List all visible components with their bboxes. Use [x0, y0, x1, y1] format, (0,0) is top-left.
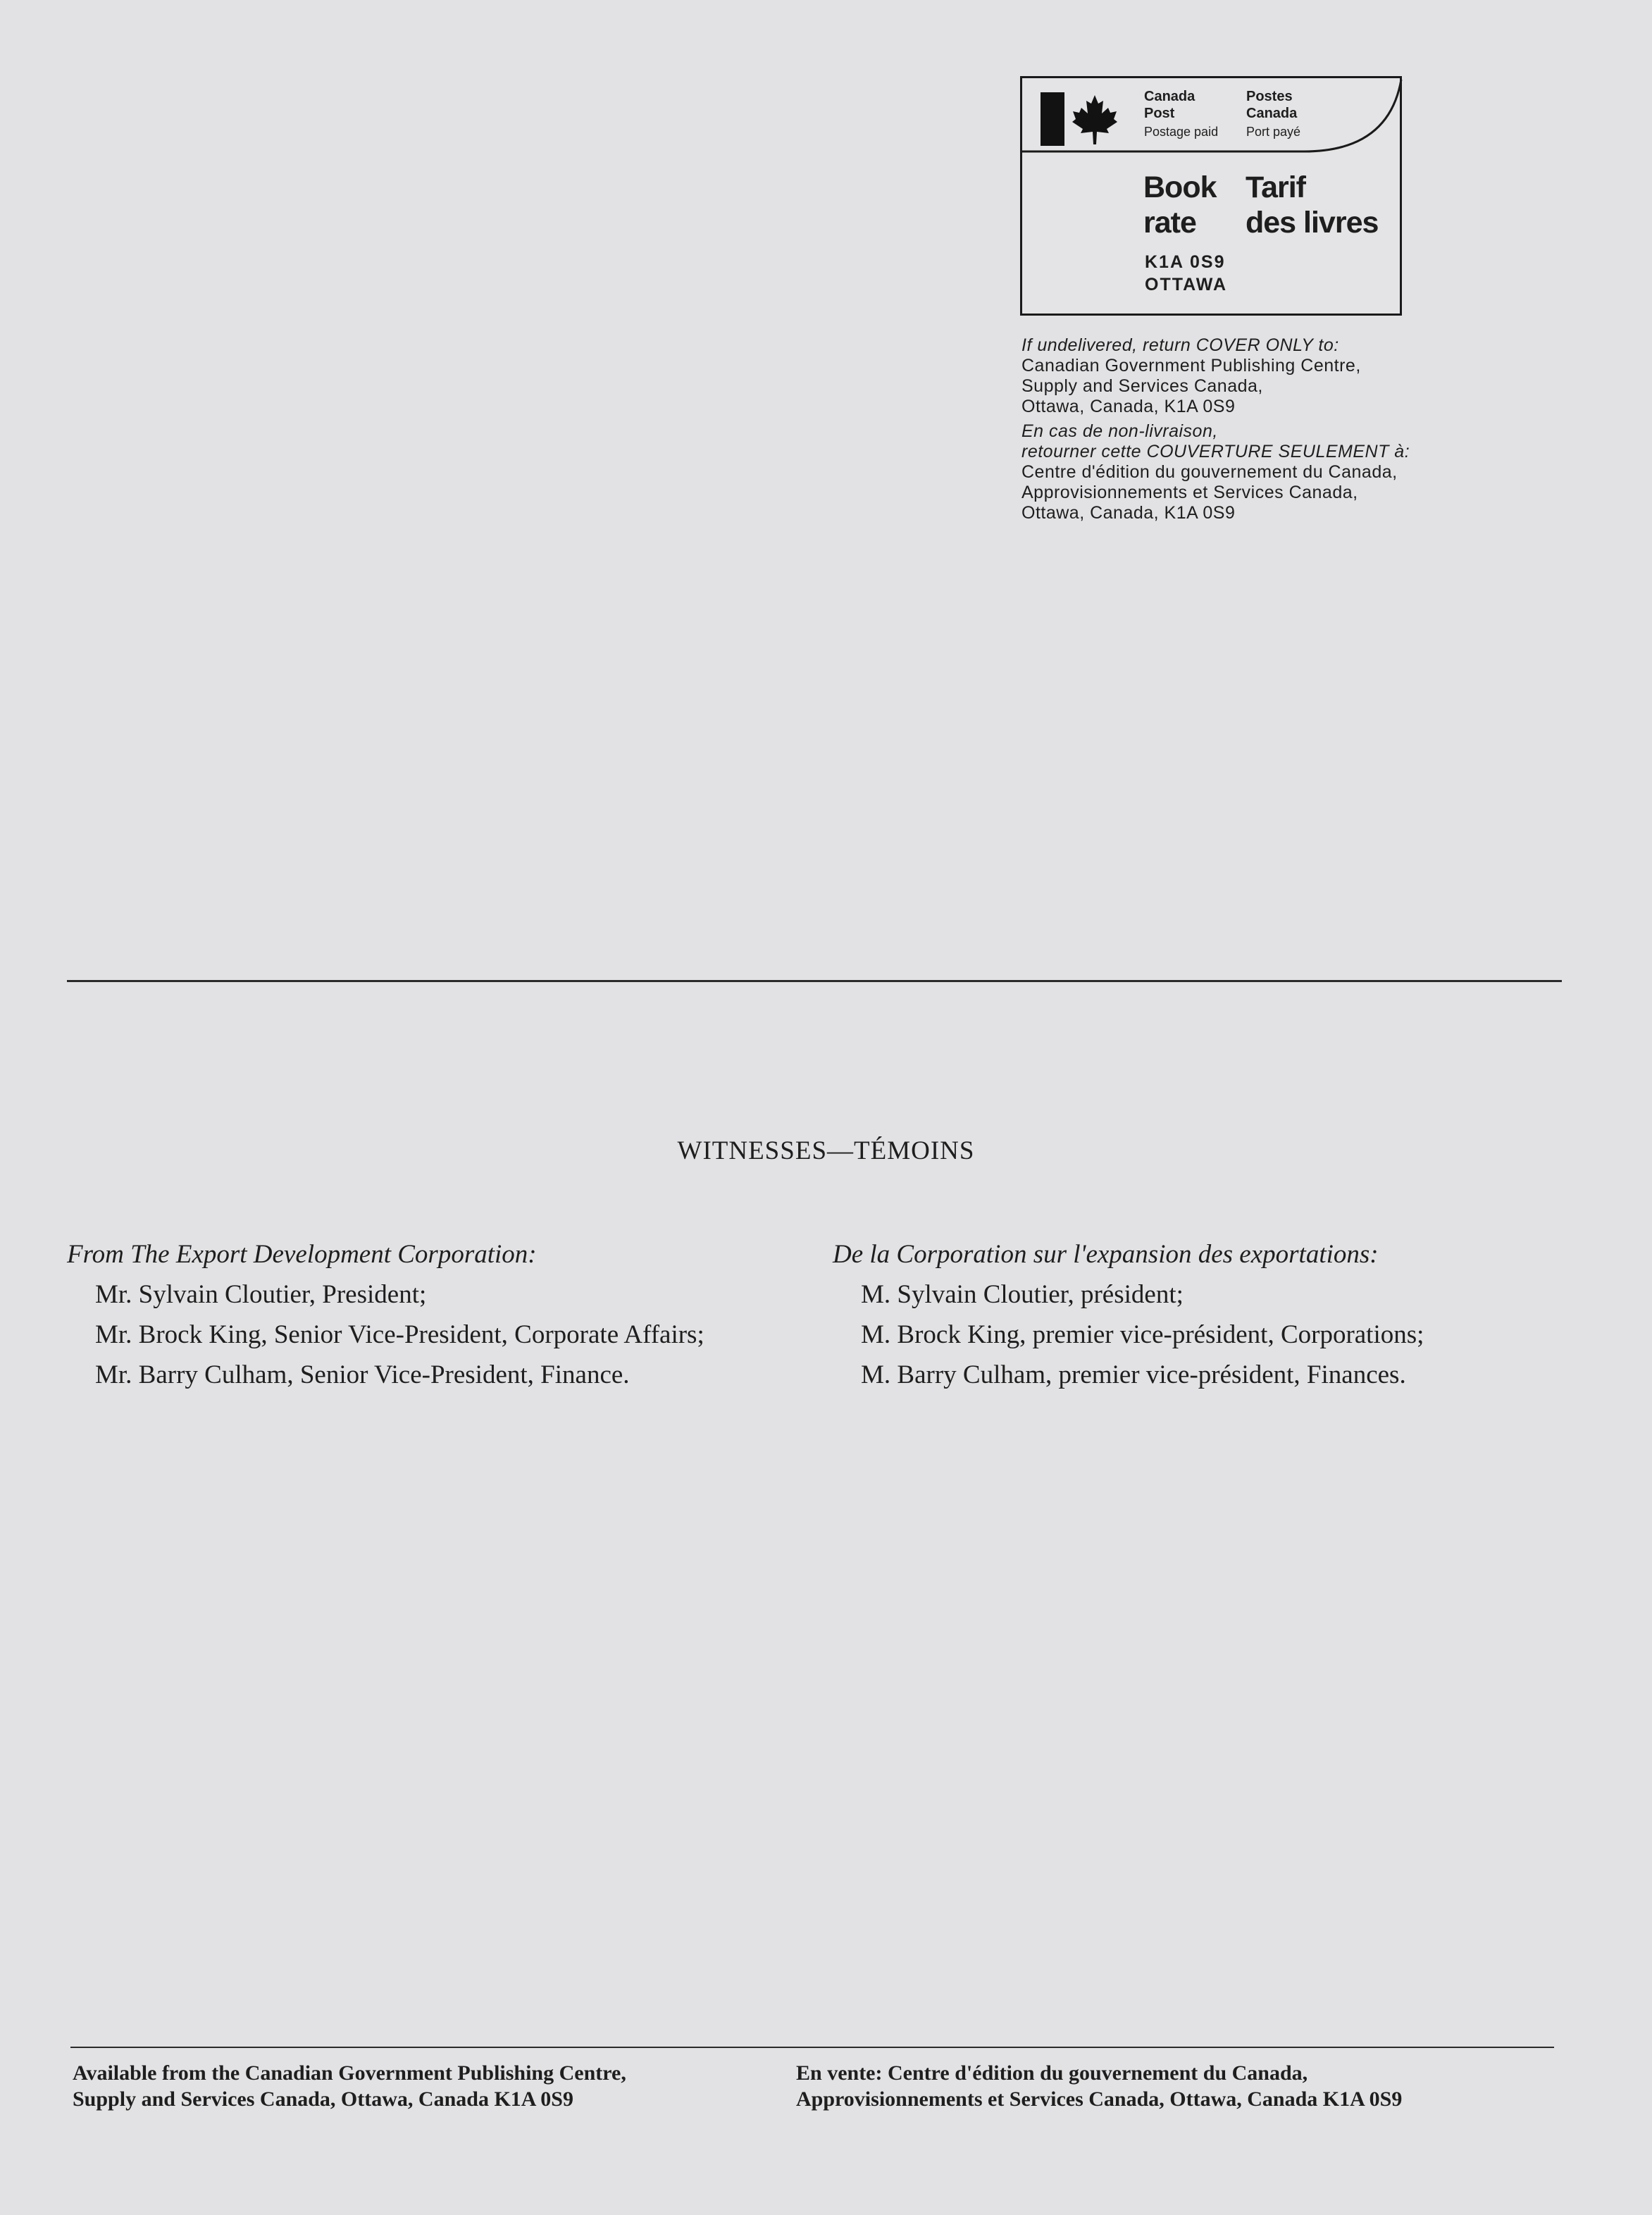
- post-en-line: Post: [1144, 106, 1175, 121]
- witnesses-title: WITNESSES—TÉMOINS: [677, 1136, 975, 1165]
- port-paye-label: Port payé: [1246, 125, 1301, 139]
- return-fr-intro: En cas de non-livraison,: [1021, 421, 1218, 441]
- return-fr-line: Ottawa, Canada, K1A 0S9: [1021, 503, 1236, 523]
- flag-bar: [1041, 92, 1064, 146]
- witness-item: M. Sylvain Cloutier, président;: [861, 1280, 1184, 1309]
- return-en-line: Supply and Services Canada,: [1021, 376, 1263, 396]
- tarif-livres-label: [1246, 170, 1378, 240]
- post-en-line: Canada: [1144, 89, 1195, 104]
- footer-line: En vente: Centre d'édition du gouvernement du Canada,: [796, 2061, 1308, 2085]
- book-rate-label: [1143, 170, 1217, 240]
- witness-heading: From The Export Development Corporation:: [67, 1240, 537, 1269]
- postage-paid-label: Postage paid: [1144, 125, 1219, 139]
- post-fr-line: Postes: [1246, 89, 1293, 104]
- post-fr-line: Canada: [1246, 106, 1298, 121]
- postage-indicia: [1020, 76, 1402, 316]
- return-fr-intro: retourner cette COUVERTURE SEULEMENT à:: [1021, 442, 1410, 461]
- rate-en-line: Book: [1143, 170, 1217, 204]
- horizontal-divider: [67, 980, 1562, 982]
- canada-post-label: [1144, 88, 1218, 140]
- witness-heading: De la Corporation sur l'expansion des exportations:: [833, 1240, 1379, 1269]
- rate-fr-line: Tarif: [1246, 170, 1305, 204]
- availability-french: [796, 2060, 1402, 2112]
- postal-code: K1A 0S9: [1145, 252, 1226, 272]
- return-notice: [1021, 335, 1557, 523]
- return-en-line: Canadian Government Publishing Centre,: [1021, 356, 1361, 376]
- availability-english: [73, 2060, 626, 2112]
- witness-item: M. Brock King, premier vice-président, Corporations;: [861, 1320, 1424, 1349]
- city: OTTAWA: [1145, 275, 1228, 294]
- witness-item: Mr. Barry Culham, Senior Vice-President, Finance.: [95, 1360, 630, 1389]
- footer-line: Approvisionnements et Services Canada, Ottawa, Canada K1A 0S9: [796, 2087, 1403, 2111]
- indicia-address: [1145, 251, 1227, 296]
- return-fr-line: Centre d'édition du gouvernement du Canada,: [1021, 462, 1398, 482]
- return-fr-line: Approvisionnements et Services Canada,: [1021, 483, 1358, 502]
- witness-item: M. Barry Culham, premier vice-président, Finances.: [861, 1360, 1406, 1389]
- footer-line: Supply and Services Canada, Ottawa, Canada K1A 0S9: [73, 2087, 573, 2111]
- witness-item: Mr. Sylvain Cloutier, President;: [95, 1280, 427, 1309]
- footer-divider: [70, 2047, 1554, 2048]
- witness-item: Mr. Brock King, Senior Vice-President, Corporate Affairs;: [95, 1320, 704, 1349]
- rate-en-line: rate: [1143, 206, 1196, 240]
- rate-fr-line: des livres: [1246, 206, 1379, 240]
- postes-canada-label: [1246, 88, 1300, 140]
- witnesses-english: [67, 1234, 704, 1395]
- maple-leaf-icon: [1072, 94, 1118, 146]
- return-en-line: Ottawa, Canada, K1A 0S9: [1021, 397, 1236, 416]
- footer-line: Available from the Canadian Government Publishing Centre,: [73, 2061, 626, 2085]
- return-en-intro: If undelivered, return COVER ONLY to:: [1021, 335, 1339, 355]
- witnesses-french: [833, 1234, 1424, 1395]
